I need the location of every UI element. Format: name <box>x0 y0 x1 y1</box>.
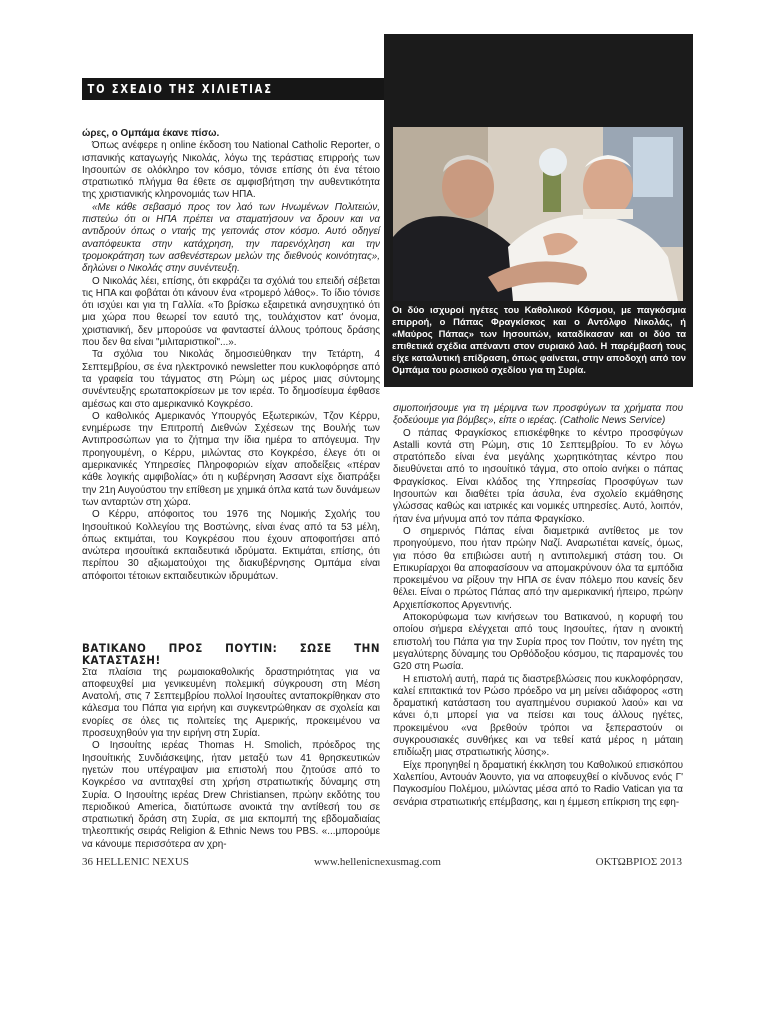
website-url: www.hellenicnexusmag.com <box>314 856 441 868</box>
lead-line: ώρες, ο Ομπάμα έκανε πίσω. <box>82 128 220 139</box>
paragraph: Τα σχόλια του Νικολάς δημοσιεύθηκαν την Τετάρτη, 4 Σεπτεμβρίου, σε ένα ηλεκτρονικό newsletter που κυκλοφόρησε από τα γραφεία του τάγματος στη Ρώμη ως μέρος μιας σύντομης συνέντευξης ερωταποκρίσεων με τον ιερέα. Το δημοσίευμα έφθασε αμέσως και στο αμερικανικό Κογκρέσο. <box>82 349 380 410</box>
footer-left <box>82 856 189 868</box>
paragraph: Ο Κέρρυ, απόφοιτος του 1976 της Νομικής Σχολής του Ιησουίτικού Κολλεγίου της Βοστώνης, είναι ένας από τα 53 μέλη, όπως εκτιμάται, του Κογκρέσου που έχουν αποφοιτήσει από ανώτερα ιησουίτικά εκπαιδευτικά ιδρύματα. Εκτιμάται, επίσης, ότι περίπου 30 αξιωματούχοι της διακυβέρνησης Ομπάμα είναι απόφοιτοι τέτοιων εκπαιδευτικών ιδρυμάτων. <box>82 509 380 582</box>
quote-paragraph: «Με κάθε σεβασμό προς τον λαό των Ηνωμένων Πολιτειών, πιστεύω ότι οι ΗΠΑ πρέπει να σταματήσουν να δρουν και να αντιδρούν όπως ο νταής της γειτονιάς στον κόσμο. Αυτό οδηγεί αναπόφευκτα στην κατάχρηση, την παρενόχληση και την τρομοκράτηση των ασθενέστερων μελών της διεθνούς κοινότητας», δηλώνει ο Νικολάς στην συνέντευξη. <box>82 201 380 275</box>
section-banner <box>82 78 384 100</box>
article-column-left-top <box>82 128 380 583</box>
article-column-right <box>393 403 683 809</box>
paragraph: Ο καθολικός Αμερικανός Υπουργός Εξωτερικών, Τζον Κέρρυ, ενημέρωσε την Επιτροπή Διεθνών Σχέσεων της Βουλής των Αντιπροσώπων για το ζήτημα την ίδια ημέρα το απόγευμα. Την προηγουμένη, ο Κέρρυ, μιλώντας στο Κογκρέσο, έλεγε ότι οι αμερικανικές Υπηρεσίες Πληροφοριών είχαν αποδείξεις «πέραν κάθε λογικής αμφιβολίας» ότι η κυβέρνηση Άσσαντ είχε διαπράξει την 21η Αυγούστου την επίθεση με χημικά όπλα κατά των δυνάμεων των ανταρτών στη χώρα. <box>82 410 381 508</box>
magazine-name: HELLENIC NEXUS <box>95 856 189 868</box>
photo-caption: Οι δύο ισχυροί ηγέτες του Καθολικού Κόσμου, με παγκόσμια επιρροή, ο Πάπας Φραγκίσκος και ο Αντόλφο Νικολάς, ή «Μαύρος Πάπας» των Ιησουιτών, καταδίκασαν και οι δύο τα επιθετικά σχέδια απέναντι στον συριακό λαό. Η παρέμβασή τους είχε καταλυτική επίδραση, όπως φαίνεται, στην αποδοχή από τον Ομπάμα του ρωσικού σχεδίου για τη Συρία. <box>392 304 686 376</box>
paragraph: Η επιστολή αυτή, παρά τις διαστρεβλώσεις που κυκλοφόρησαν, καλεί επιτακτικά τον Ρώσο πρόεδρο να μη μείνει αδιάφορος «στη δραματική κατάσταση του αγαπημένου συριακού λαού» και να κάνει ό,τι μπορεί για να πείσει και τους άλλους ηγέτες, προκειμένου «να βρεθούν τρόποι να ξεπεραστούν οι συγκρουσιακές συνθήκες και να τεθεί κατά μέρος η μάταιη επιδίωξη μιας στρατιωτικής λύσης». <box>393 673 683 759</box>
article-photo <box>393 127 683 301</box>
continued-quote: σιμοποιήσουμε για τη μέριμνα των προσφύγων τα χρήματα που ξοδεύουμε για βόμβες», είπε ο ιερέας. (Catholic News Service) <box>393 403 683 427</box>
paragraph: Είχε προηγηθεί η δραματική έκκληση του Καθολικού επισκόπου Χαλεπίου, Αντουάν Άουντο, για να αποφευχθεί ο κίνδυνος ενός Γ' Παγκοσμίου Πολέμου, μιλώντας μέσα από το Radio Vatican για τα σενάρια στρατιωτικής επέμβασης, και η έμμεση επίκριση της εφη- <box>393 759 683 808</box>
page-number: 36 <box>82 856 93 868</box>
section-subheading: ΒΑΤΙΚΑΝΟ ΠΡΟΣ ΠΟΥΤΙΝ: ΣΩΣΕ ΤΗΝ ΚΑΤΑΣΤΑΣΗ! <box>82 641 380 668</box>
issue-date: ΟΚΤΩΒΡΙΟΣ 2013 <box>595 856 682 868</box>
paragraph: Ο Ιησουίτης ιερέας Thomas H. Smolich, πρόεδρος της Ιησουίτικής Συνδιάσκεψης, ήταν μεταξύ των 41 θρησκευτικών ηγετών που υπέγραψαν μια επιστολή που ζητούσε από το Κογκρέσο να αντιταχθεί στη χρήση στρατιωτικής δύναμης στη Συρία. Ο Ιησουίτης ιερέας Drew Christiansen, πρώην εκδότης του περιοδικού America, διατύπωσε ανοικτά την αντίθεσή του σε στρατιωτική δράση στη Συρία, σε μια εκπομπή της εβδομαδιαίας τηλεοπτικής σειράς Religion & Ethnic News του PBS. «...μπορούμε να κάνουμε περισσότερα αν χρη- <box>82 740 380 850</box>
paragraph: Όπως ανέφερε η online έκδοση του National Catholic Reporter, ο ισπανικής καταγωγής Νικολάς, λόγω της τεράστιας επιρροής των Ιησουιτών σε ολόκληρο τον κόσμο, τόνισε επίσης ότι ένα τέτοιο στρατιωτικό πλήγμα θα έθετε σε αμφισβήτηση την αυθεντικότητα της χριστιανικής κληρονομιάς των ΗΠΑ. <box>82 140 380 201</box>
paragraph: Ο σημερινός Πάπας είναι διαμετρικά αντίθετος με τον προηγούμενο, που ήταν πρώην Ναζί. Αναρωτιέται κανείς, όμως, για πόσο θα επιβιώσει αυτή η αντιπολεμική στάση του. Οι Επικυρίαρχοι θα αποφασίσουν να απομακρύνουν όλα τα εμπόδια προκειμένου να ρίξουν την ΗΠΑ σε έναν πόλεμο που κανείς δεν θέλει. Είναι ο πρώτος Πάπας από την αμερικανική ήπειρο, πρώην Αρχιεπίσκοπος Αργεντινής. <box>393 525 683 611</box>
paragraph: Στα πλαίσια της ρωμαιοκαθολικής δραστηριότητας για να αποφευχθεί μια γενικευμένη πολεμική σύγκρουση στη Μέση Ανατολή, στις 7 Σεπτεμβρίου πολλοί Ιησουίτες ανταποκρίθηκαν στο κάλεσμα του Πάπα για ειρήνη και συγκεντρώθηκαν σε σχολεία και ενορίες σε όλες τις πολιτείες της Αμερικής, προκειμένου να προσευχηθούν για την ειρήνη στη Συρία. <box>82 666 380 740</box>
paragraph: Ο πάπας Φραγκίσκος επισκέφθηκε το κέντρο προσφύγων Astalli κοντά στη Ρώμη, στις 10 Σεπτεμβρίου. Το εν λόγω στρατόπεδο είναι ένα μεγάλης χωρητικότητας κέντρο που διευθύνεται από το ιησουίτικό τάγμα, στο οποίο ανήκει ο πάπας Φραγκίσκος. Είναι κλάδος της Υπηρεσίας Προσφύγων των Ιησουιτών και διαθέτει τρία άσυλα, ένα σχολείο εκμάθησης γλώσσας καθώς και ιατρικές και νομικές υπηρεσίες. Αυτό, λοιπόν, ήταν ένα μήνυμα από τον πάπα Φραγκίσκο. <box>393 427 683 525</box>
paragraph: Ο Νικολάς λέει, επίσης, ότι εκφράζει τα σχόλιά του επειδή σέβεται τις ΗΠΑ και φοβάται ότι κάνουν ένα «τρομερό λάθος». Το ίδιο τόνισε ότι ισχύει και για τη Γαλλία. «Το βρίσκω εξαιρετικά ανησυχητικό ότι μια χώρα που θεωρεί τον εαυτό της, τουλάχιστον κατ' όνομα, χριστιανική, δεν μπορούσε να φανταστεί άλλους τρόπους δράσης που δεν θα είναι "μιλιταριστικοί"...». <box>82 275 380 349</box>
paragraph: Αποκορύφωμα των κινήσεων του Βατικανού, η κορυφή του οποίου σήμερα ελέγχεται από τους Ιησουίτες, ήταν η ανοικτή επιστολή του Πάπα για την Συρία προς τον Πούτιν, τον ηγέτη της μεγαλύτερης δύναμης του Ορθόδοξου κόσμου, τις παραμονές του G20 στη Ρωσία. <box>393 612 683 673</box>
article-column-left-bottom <box>82 642 380 851</box>
section-title: ΤΟ ΣΧΕΔΙΟ ΤΗΣ ΧΙΛΙΕΤΙΑΣ <box>87 82 273 96</box>
